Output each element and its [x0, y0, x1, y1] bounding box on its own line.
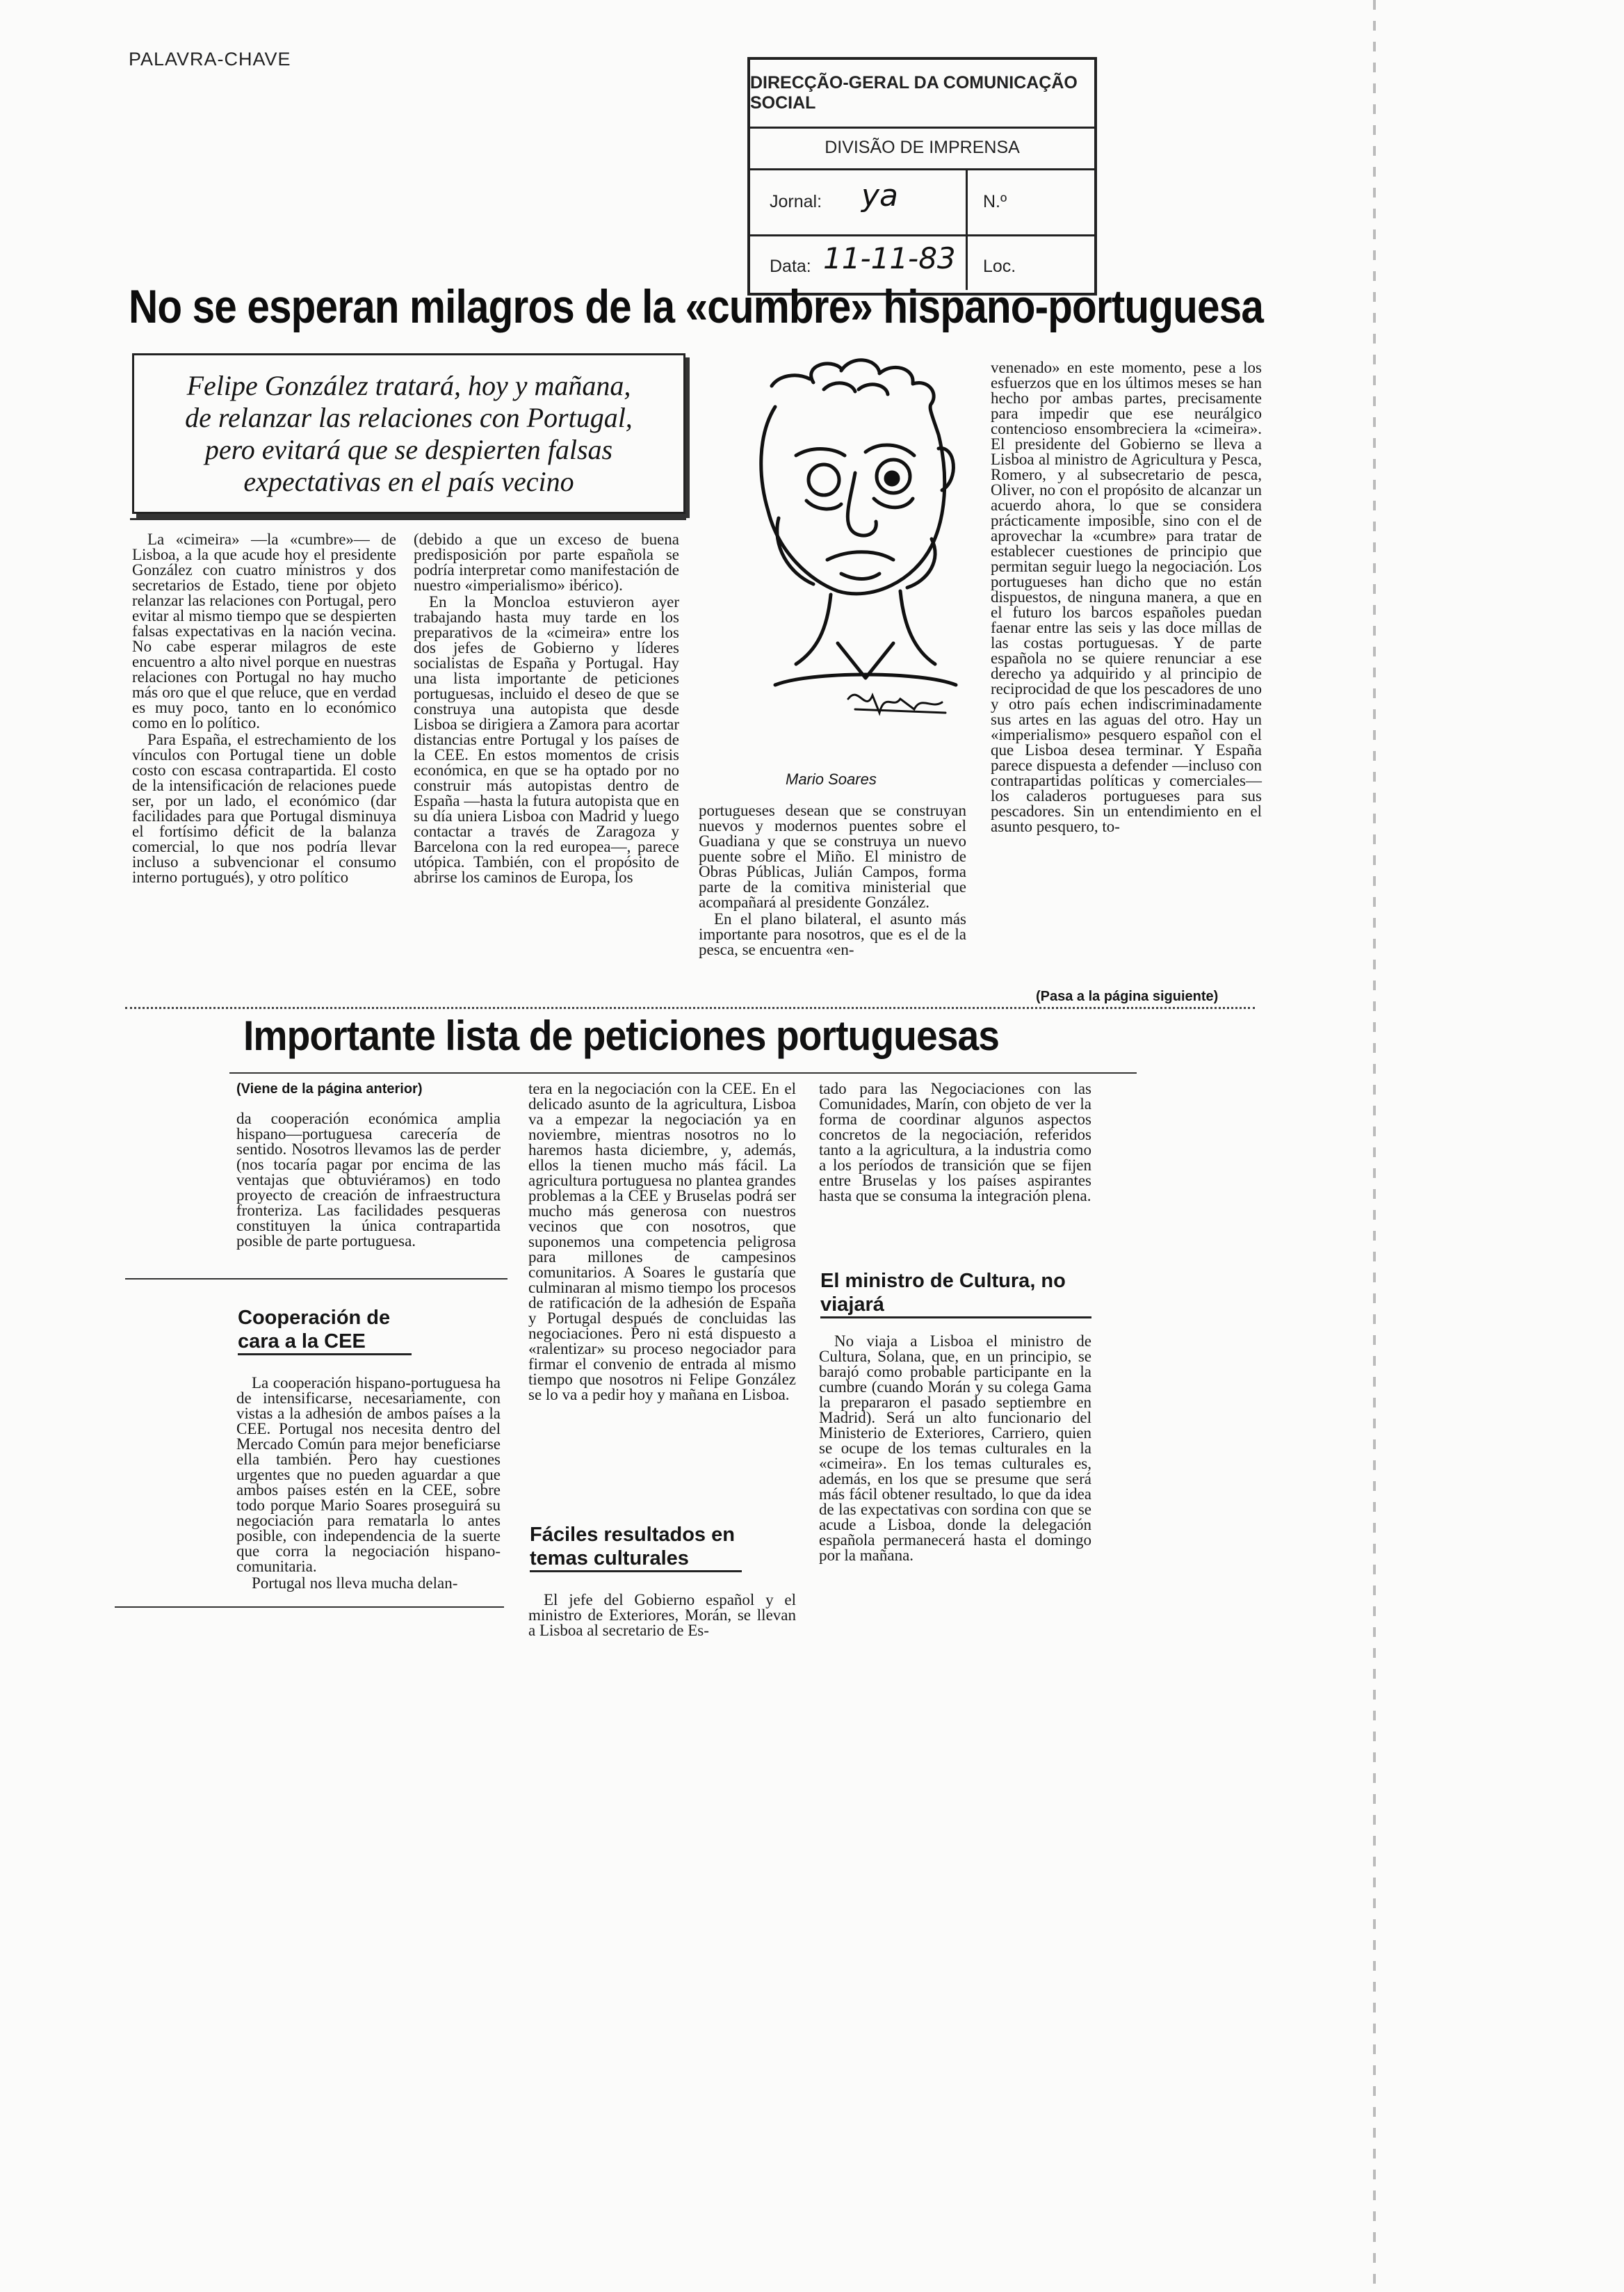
- paragraph: La cooperación hispano-portuguesa ha de intensificarse, necesariamente, con vistas a la adhesión de ambos países a la CEE. Portugal nos necesita dentro del Mercado Común para mejor beneficiarse ella también. Pero hay cuestiones urgentes que no pueden aguardar a que ambos países estén en la CEE, sobre todo porque Mario Soares proseguirá su negociación para rematarla lo antes posible, con independencia de la suerte que corra la negociación hispano- comunitaria.: [236, 1374, 501, 1575]
- stamp-data-value: 11-11-83: [823, 241, 956, 275]
- subhead-line: de relanzar las relaciones con Portugal,: [185, 401, 633, 433]
- article-column-3: [699, 803, 966, 959]
- from-previous-note: (Viene de la página anterior): [236, 1081, 423, 1097]
- paragraph: tado para las Negociaciones con las Comunidades, Marín, con objeto de ver la forma de coordinar algunos aspectos concretos de la negociación, referidos tanto a la agricultura, a la industria como a los períodos de transición que se fijen entre Bruselas y los países aspirantes hasta que se consuma la integración plena.: [819, 1080, 1091, 1204]
- second-headline: Importante lista de peticiones portuguesas: [243, 1012, 1000, 1059]
- second-column-1-intro: [236, 1111, 501, 1250]
- paragraph: (debido a que un exceso de buena predisposición por parte española se podría interpretar como manifestación de nuestro «imperialismo» ibérico).: [414, 531, 679, 594]
- paragraph: La «cimeira» —la «cumbre»— de Lisboa, a la que acude hoy el presidente González con cuatro ministros y dos secretarios de Estado, tiene por objeto relanzar las relaciones con Portugal, pero evitar al mismo tiempo que se despierten falsas expectativas en la nación vecina. No cabe esperar milagros de este encuentro a alto nivel porque en nuestras relaciones con Portugal no hay mucho más oro que el que reluce, que en verdad es muy poco, tanto en lo económico como en lo político.: [132, 531, 396, 732]
- scan-edge-line: [1373, 0, 1376, 2292]
- second-column-3: [819, 1081, 1091, 1205]
- stamp-jornal-value: ya: [861, 178, 899, 213]
- box-rule-bottom: [115, 1606, 504, 1608]
- stamp-n-label: N.º: [983, 192, 1007, 211]
- paragraph: No viaja a Lisboa el ministro de Cultura, Solana, que, en un principio, se barajó como probable participante en la cumbre (cuando Morán y su colega Gama la prepararon el pasado septiembre en Madrid). Será un alto funcionario del Ministerio de Exteriores, Carriero, quien se ocupe de los temas culturales en la «cimeira». En los temas culturales es, además, en los que se presume que será más fácil obtener resultado, lo que da idea de las expectativas con sordina con que se acude a Lisboa, donde la delegación española permanecerá hasta el domingo por la mañana.: [819, 1332, 1091, 1564]
- article-column-4: [991, 360, 1262, 836]
- subhead-line: expectativas en el país vecino: [243, 465, 574, 497]
- paragraph: El jefe del Gobierno español y el ministro de Exteriores, Morán, se llevan a Lisboa al secretario de Es-: [528, 1591, 796, 1639]
- stamp-jornal-row: [750, 168, 1094, 236]
- main-headline: No se esperan milagros de la «cumbre» hispano-portuguesa: [129, 280, 1263, 333]
- second-column-1-body: [236, 1375, 501, 1592]
- box-rule-top: [125, 1278, 508, 1280]
- paragraph: En la Moncloa estuvieron ayer trabajando hasta muy tarde en los preparativos de la «cimeira» entre los dos jefes de Gobierno y líderes socialistas de España y Portugal. Hay una lista importante de peticiones portuguesas, incluido el deseo de que se construya una autopista que desde Lisboa se dirigiera a Zamora para acortar distancias entre Portugal y los países de la CEE. En estos momentos de crisis económica, en que se ha optado por no construir más autopistas dentro de España —hasta la futura autopista que en su día uniera Lisboa con Madrid y luego contactar a través de Zaragoza y Barcelona con la red europea—, parece utópica. También, con el propósito de abrirse los caminos de Europa, los: [414, 593, 679, 886]
- press-office-stamp: [747, 57, 1097, 296]
- paragraph: da cooperación económica amplia hispano—portuguesa carecería de sentido. Nosotros llevamos las de perder (nos tocaría pagar por encima de las ventajas que obtuviéramos) en todo proyecto de creación de infraestructura fronteriza. Las facilidades pesqueras constituyen la única contrapartida posible de parte portuguesa.: [236, 1110, 501, 1250]
- second-column-2: [528, 1081, 796, 1404]
- subhead-line: pero evitará que se despierten falsas: [204, 433, 613, 465]
- paragraph: venenado» en este momento, pese a los esfuerzos que en los últimos meses se han hecho por ambas partes, precisamente para impedir que ese neurálgico contencioso ensombreciera la «cimeira». El presidente del Gobierno se lleva a Lisboa al ministro de Agricultura y Pesca, Romero, y al subsecretario de pesca, Oliver, no con el propósito de alcanzar un acuerdo ahora, lo que se considera prácticamente imposible, sino con el de aprovechar la «cumbre» para tratar de establecer cuestiones de principio que permitan seguir luego la negociación. Los portugueses han dicho que no están dispuestos, de ninguna manera, a que en el futuro los barcos españoles puedan faenar entre las seis y las doce millas de las costas portuguesas. Y de parte española no se quiere renunciar a ese derecho ya adquirido y al principio de reciprocidad de que los pescadores de uno y otro país echen indiscriminadamente sus artes en las aguas del otro. Hay un «imperialismo» pesquero español con el que Lisboa desea terminar. Y España parece dispuesta a defender —incluso con contrapartidas políticas y comerciales— los caladeros portugueses para sus pescadores. Sin un entendimiento en el asunto pesquero, to-: [991, 359, 1262, 835]
- second-column-3-body: [819, 1334, 1091, 1565]
- subhead-box: [132, 353, 685, 514]
- stamp-loc-label: Loc.: [983, 257, 1016, 276]
- paragraph: Para España, el estrechamiento de los vínculos con Portugal tiene un doble costo con escasa contrapartida. El costo de la intensificación de relaciones puede ser, por un lado, el económico (dar facilidades para que Portugal disminuya el fortísimo déficit de la balanza comercial, lo que nos podría llevar incluso a subvencionar el consumo interno portugués), y otro político: [132, 731, 396, 886]
- paragraph: Portugal nos lleva mucha delan-: [252, 1574, 458, 1592]
- article-column-1: [132, 532, 396, 887]
- article-column-2: [414, 532, 679, 887]
- stamp-division: DIVISÃO DE IMPRENSA: [750, 127, 1094, 170]
- section-heading-ministro: El ministro de Cultura, no viajará: [820, 1269, 1091, 1318]
- stamp-jornal-label: Jornal:: [770, 192, 822, 211]
- stamp-org: DIRECÇÃO-GERAL DA COMUNICAÇÃO SOCIAL: [750, 60, 1094, 129]
- second-column-2-tail: [528, 1592, 796, 1640]
- photo-caption: Mario Soares: [786, 770, 877, 788]
- section-heading-cultura: Fáciles resultados en temas culturales: [530, 1523, 742, 1572]
- paragraph: tera en la negociación con la CEE. En el delicado asunto de la agricultura, Lisboa va a empezar la negociación ya en noviembre, mientras nosotros no lo haremos hasta diciembre, y, además, ellos la tienen mucho más fácil. La agricultura portuguesa no plantea grandes problemas a la CEE y Bruselas podrá ser mucho más generosa con nuestros vecinos que con nosotros, que suponemos una competencia peligrosa para millones de campesinos comunitarios. A Soares le gustaría que culminaran al mismo tiempo los procesos de ratificación de la adhesión de España y Portugal después de concluidas las negociaciones. Pero ni está dispuesto a «ralentizar» su proceso negociador para firmar el convenio de entrada al mismo tiempo que nosotros ni Felipe González se lo va a pedir hoy y mañana en Lisboa.: [528, 1080, 796, 1403]
- subhead-line: Felipe González tratará, hoy y mañana,: [186, 369, 631, 401]
- paragraph: En el plano bilateral, el asunto más importante para nosotros, que es el de la pesca, se encuentra «en-: [699, 910, 966, 958]
- subhead-rule: [130, 518, 686, 520]
- section-heading-cee: Cooperación de cara a la CEE: [238, 1306, 412, 1355]
- second-headline-rule: [229, 1072, 1137, 1074]
- article-separator: [125, 1007, 1255, 1009]
- paragraph: portugueses desean que se construyan nuevos y modernos puentes sobre el Guadiana y que se construya un nuevo puente sobre el Miño. El ministro de Obras Públicas, Julián Campos, forma parte de la comitiva ministerial que acompañará al presidente González.: [699, 802, 966, 911]
- stamp-data-label: Data:: [770, 257, 811, 276]
- caricature-illustration: [692, 351, 980, 768]
- continued-note: (Pasa a la página siguiente): [1036, 989, 1219, 1004]
- header-label: PALAVRA-CHAVE: [129, 49, 291, 70]
